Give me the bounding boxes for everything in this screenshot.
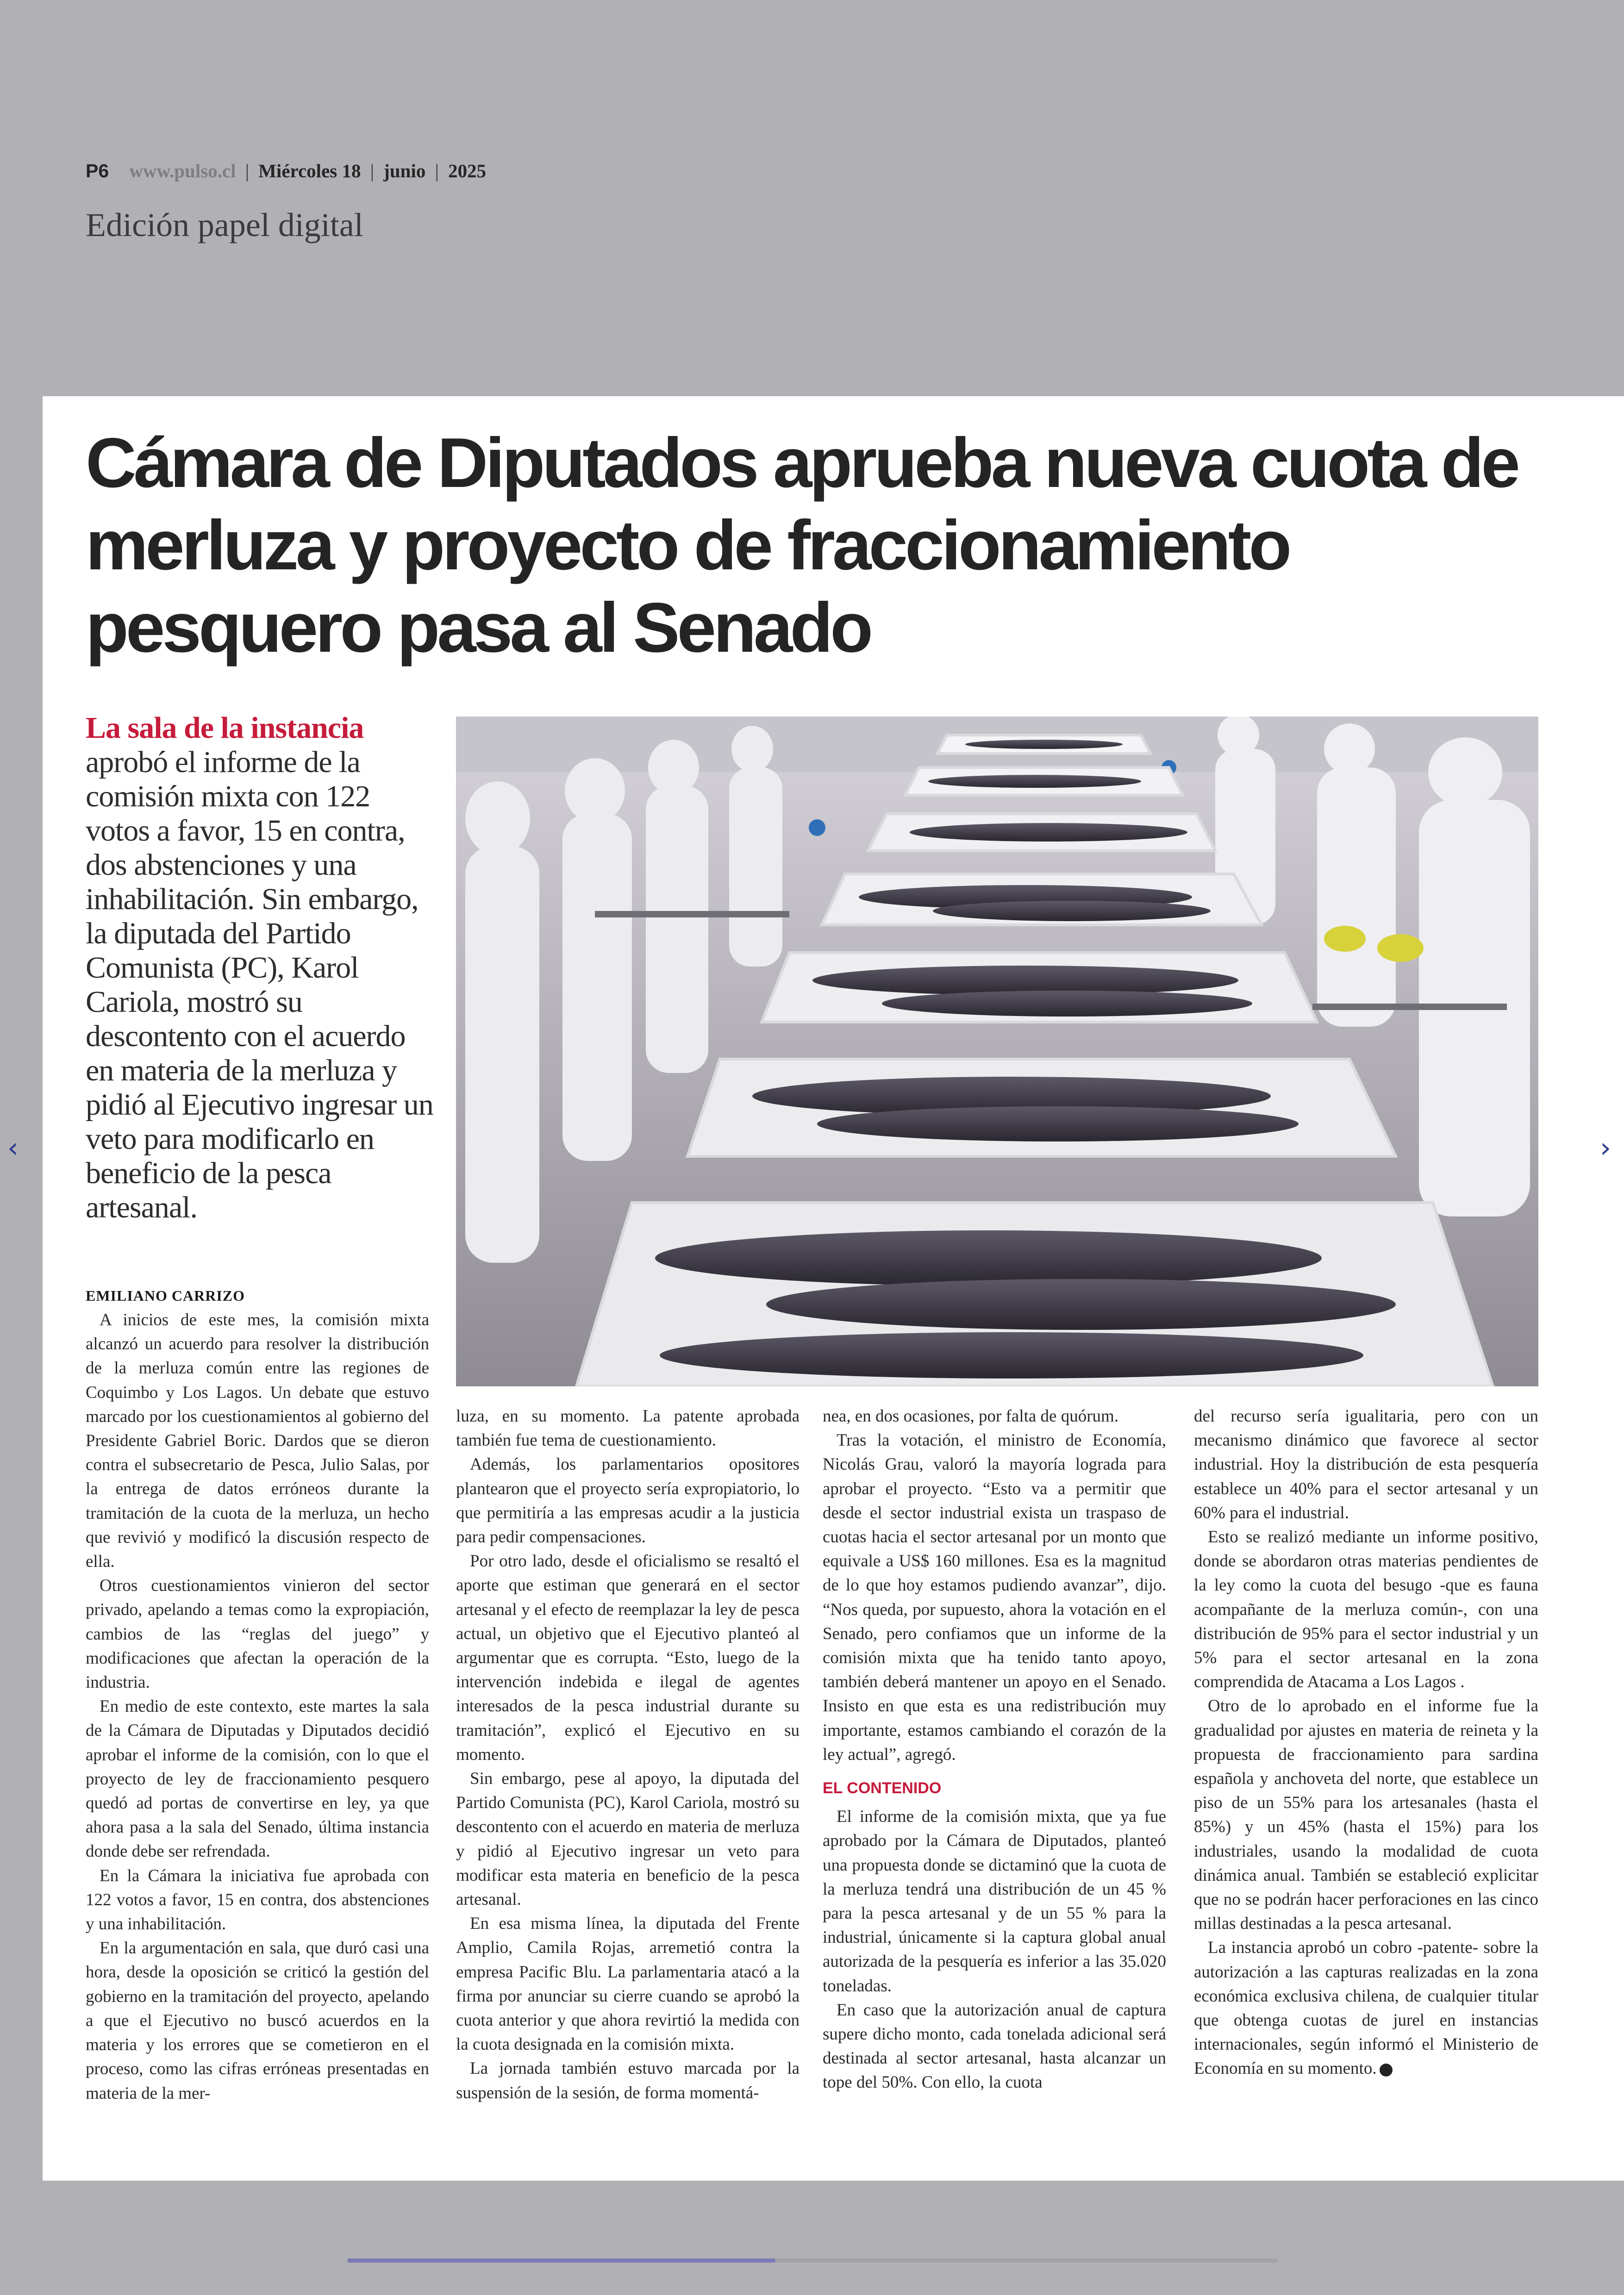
article-lede bbox=[86, 711, 437, 1225]
paragraph: luza, en su momento. La patente aprobada también fue tema de cuestionamiento. bbox=[456, 1407, 800, 1450]
header-date-day: Miércoles 18 bbox=[258, 160, 361, 181]
header-date-year: 2025 bbox=[448, 160, 487, 181]
paragraph: Tras la votación, el ministro de Economía, Nicolás Grau, valoró la mayoría lograda para aprobar el proyecto. “Esto va a permitir que desde el sector industrial exista un traspaso de cuotas hacia el sector artesanal por un monto que equivale a US$ 160 millones. Esa es la magnitud de lo que hoy estamos pudiendo avanzar”, dijo. “Nos queda, por supuesto, ahora la votación en el Senado, pero confiamos que un informe de la comisión mixta que ha tenido tanto apoyo, también deberá mantener un apoyo en el Senado. Insisto en que esta es una redistribución muy importante, estamos cambiando el corazón de la ley actual”, agregó. bbox=[823, 1431, 1166, 1764]
byline: EMILIANO CARRIZO bbox=[86, 1287, 245, 1304]
edition-label: Edición papel digital bbox=[86, 206, 363, 243]
header-separator: | bbox=[245, 160, 249, 181]
scroll-progress-fill bbox=[347, 2258, 775, 2263]
paragraph: del recurso sería igualitaria, pero con un mecanismo dinámico que favorece al sector industrial. Hoy la distribución de esta pesquería establece un 40% para el sector artesanal y un 60% para el industrial. bbox=[1194, 1407, 1538, 1522]
next-page-arrow-icon[interactable]: › bbox=[1600, 1132, 1611, 1164]
paragraph-text: La instancia aprobó un cobro -patente- sobre la autorización a las capturas realizadas en la zona económica exclusiva chilena, de cualquier titular que obtenga cuotas de jurel en instancias internacionales, según informó el Ministerio de Economía en su momento. bbox=[1194, 1938, 1538, 2078]
article-headline: Cámara de Diputados aprueba nueva cuota de merluza y proyecto de fraccionamiento pesquero pasa al Senado bbox=[86, 424, 1518, 667]
header-separator: | bbox=[435, 160, 439, 181]
scroll-progress-track[interactable] bbox=[347, 2258, 1278, 2263]
paragraph: En la argumentación en sala, que duró casi una hora, desde la oposición se criticó la gestión del gobierno en la tramitación del proyecto, apelando a que el Ejecutivo no buscó acuerdos en la materia y los errores que se cometieron en el proceso, como las cifras erróneas presentadas en materia de la mer- bbox=[86, 1939, 429, 2103]
header-date-month: junio bbox=[383, 160, 426, 181]
article-column-2 bbox=[456, 1404, 800, 2127]
paragraph: Otro de lo aprobado en el informe fue la gradualidad por ajustes en materia de reineta y la propuesta de fraccionamiento para sardina española y anchoveta del norte, que establece un piso de un 55% para los artesanales (hasta el 85%) y un 45% (hasta el 15%) para los industriales, usando la modalidad de cuota dinámica anual. También se estableció explicitar que no se podrán hacer perforaciones en las cinco millas destinadas a la pesca artesanal. bbox=[1194, 1696, 1538, 1933]
paragraph: nea, en dos ocasiones, por falta de quórum. bbox=[823, 1407, 1119, 1426]
page-header bbox=[86, 160, 486, 182]
article-column-3 bbox=[823, 1404, 1166, 2127]
paragraph: En esa misma línea, la diputada del Frente Amplio, Camila Rojas, arremetió contra la empresa Pacific Blu. La parlamentaria atacó a la firma por anunciar su cierre cuando se aprobó la cuota anterior y que ahora revirtió la medida con la cuota designada en la comisión mixta. bbox=[456, 1914, 800, 2054]
lede-lead-in: La sala de la instancia bbox=[86, 711, 364, 745]
lede-text: aprobó el informe de la comisión mixta con 122 votos a favor, 15 en contra, dos abstenciones y una inhabilitación. Sin embargo, la diputada del Partido Comunista (PC), Karol Cariola, mostró su descontento con el acuerdo en materia de la merluza y pidió al Ejecutivo ingresar un veto para modificarlo en beneficio de la pesca artesanal. bbox=[86, 745, 433, 1224]
paragraph: La jornada también estuvo marcada por la suspensión de la sesión, de forma momentá- bbox=[456, 2059, 800, 2102]
paragraph: Otros cuestionamientos vinieron del sector privado, apelando a temas como la expropiación, cambios de las “reglas del juego” y modificaciones que afectan la operación de la industria. bbox=[86, 1576, 429, 1692]
paragraph: En caso que la autorización anual de captura supere dicho monto, cada tonelada adicional será destinada al sector artesanal, hasta alcanzar un tope del 50%. Con ello, la cuota bbox=[823, 2000, 1166, 2092]
site-url[interactable]: www.pulso.cl bbox=[129, 160, 236, 181]
paragraph: A inicios de este mes, la comisión mixta alcanzó un acuerdo para resolver la distribución de la merluza común entre las regiones de Coquimbo y Los Lagos. Un debate que estuvo marcado por los cuestionamientos al gobierno del Presidente Gabriel Boric. Dardos que se dieron contra el subsecretario de Pesca, Julio Salas, por la entrega de datos erróneos durante la tramitación de la cuota de la merluza, un hecho que revivió y modificó la discusión respecto de ella. bbox=[86, 1310, 429, 1572]
paragraph: Por otro lado, desde el oficialismo se resaltó el aporte que estiman que generará en el sector artesanal y el efecto de reemplazar la ley de pesca actual, un objetivo que el Ejecutivo planteó al argumentar que es corrupta. “Esto, luego de la intervención indebida e ilegal de agentes interesados de la pesca industrial durante su tramitación”, explicó el Ejecutivo en su momento. bbox=[456, 1552, 800, 1764]
fish-processing-illustration bbox=[456, 717, 1538, 1386]
paragraph: El informe de la comisión mixta, que ya fue aprobado por la Cámara de Diputados, planteó una propuesta donde se dictaminó que la cuota de la merluza tendrá una distribución de un 45 % para la pesca artesanal y de un 55 % para la industrial, únicamente si la captura global anual autorizada de la pesquería es inferior a las 35.020 toneladas. bbox=[823, 1807, 1166, 1996]
subheading: EL CONTENIDO bbox=[823, 1779, 942, 1797]
paragraph: En la Cámara la iniciativa fue aprobada con 122 votos a favor, 15 en contra, dos abstenciones y una inhabilitación. bbox=[86, 1866, 429, 1934]
article-photo bbox=[456, 717, 1538, 1386]
paragraph: Además, los parlamentarios opositores plantearon que el proyecto sería expropiatorio, lo que permitiría a las empresas acudir a la justicia para pedir compensaciones. bbox=[456, 1455, 800, 1547]
article-column-4 bbox=[1194, 1404, 1538, 2127]
paragraph bbox=[1194, 1936, 1538, 2081]
end-of-article-icon bbox=[1380, 2064, 1393, 2077]
paragraph: En medio de este contexto, este martes la sala de la Cámara de Diputadas y Diputados decidió aprobar el informe de la comisión, con lo que el proyecto de ley de fraccionamiento pesquero quedó ad portas de convertirse en ley, ya que ahora pasa a la sala del Senado, última instancia donde debe ser refrendada. bbox=[86, 1697, 429, 1861]
newspaper-page bbox=[43, 396, 1624, 2181]
paragraph: Esto se realizó mediante un informe positivo, donde se abordaron otras materias pendientes de la ley como la cuota del besugo -que es fauna acompañante de la merluza común-, con una distribución de 95% para el sector industrial y un 5% para el sector artesanal en la zona comprendida de Atacama a Los Lagos . bbox=[1194, 1528, 1538, 1692]
article-column-1 bbox=[86, 1308, 429, 2123]
previous-page-arrow-icon[interactable]: ‹ bbox=[7, 1132, 19, 1164]
page-number: P6 bbox=[86, 160, 109, 181]
paragraph: Sin embargo, pese al apoyo, la diputada del Partido Comunista (PC), Karol Cariola, mostró su descontento con el acuerdo en materia de merluza y pidió al Ejecutivo ingresar un veto para modificar esta materia en beneficio de la pesca artesanal. bbox=[456, 1769, 800, 1909]
header-separator: | bbox=[370, 160, 374, 181]
